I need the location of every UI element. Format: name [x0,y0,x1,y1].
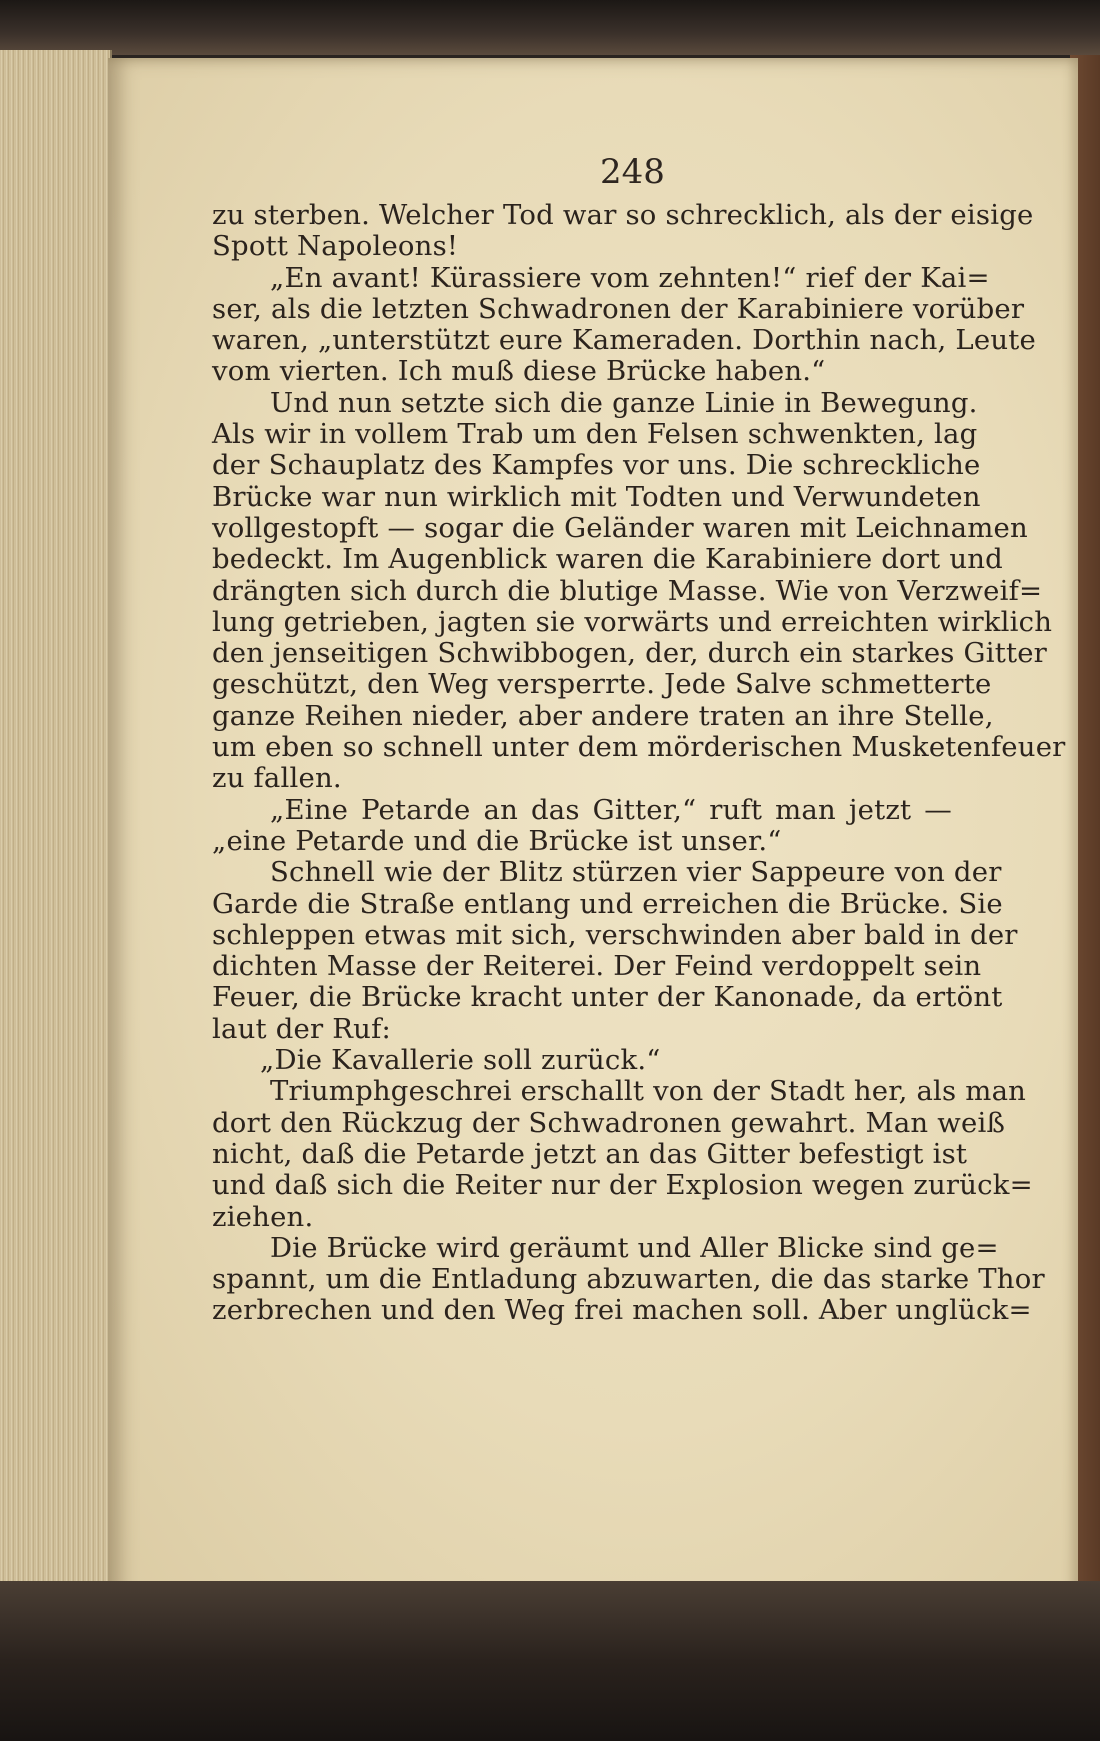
text-line: um eben so schnell unter dem mörderischen Musketenfeuer [212,731,1066,764]
text-line: nicht, daß die Petarde jetzt an das Gitter befestigt ist [212,1137,968,1170]
text-line: Feuer, die Brücke kracht unter der Kanonade, da ertönt [212,981,1003,1014]
page-stack-edge [0,50,112,1630]
text-line: „En avant! Kürassiere vom zehnten!“ rief der Kai= [270,261,990,294]
text-line: spannt, um die Entladung abzuwarten, die das starke Thor [212,1263,1045,1296]
text-line: zu sterben. Welcher Tod war so schrecklich, als der eisige [212,199,1034,231]
text-line: „Eine Petarde an das Gitter,“ ruft man jetzt — [270,793,952,826]
text-line: ganze Reihen nieder, aber andere traten an ihre Stelle, [212,699,994,732]
book-edge-top [0,0,1100,55]
text-line: Die Brücke wird geräumt und Aller Blicke sind ge= [270,1231,999,1264]
text-line: dort den Rückzug der Schwadronen gewahrt. Man weiß [212,1106,1006,1139]
text-line: lung getrieben, jagten sie vorwärts und erreichten wirklich [212,605,1053,638]
text-line: zerbrechen und den Weg frei machen soll. Aber unglück= [212,1294,1032,1327]
text-line: schleppen etwas mit sich, verschwinden aber bald in der [212,918,1018,951]
text-line: bedeckt. Im Augenblick waren die Karabiniere dort und [212,543,1003,576]
text-line: Schnell wie der Blitz stürzen vier Sappeure von der [270,856,1002,889]
text-line: Spott Napoleons! [212,230,459,263]
text-line: Garde die Straße entlang und erreichen die Brücke. Sie [212,887,1003,920]
text-line: ziehen. [212,1200,314,1233]
text-line: vollgestopft — sogar die Geländer waren mit Leichnamen [212,511,1028,544]
page-text [212,199,1066,1327]
book-edge-bottom [0,1581,1100,1741]
page-number: 248 [600,152,665,192]
text-line: waren, „unterstützt eure Kameraden. Dorthin nach, Leute [212,324,1036,357]
text-line: der Schauplatz des Kampfes vor uns. Die schreckliche [212,449,981,482]
text-line: „eine Petarde und die Brücke ist unser.“ [212,824,782,857]
text-line: dichten Masse der Reiterei. Der Feind verdoppelt sein [212,950,982,983]
text-line: drängten sich durch die blutige Masse. Wie von Verzweif= [212,574,1043,607]
text-line: „Die Kavallerie soll zurück.“ [260,1044,661,1077]
text-line: ser, als die letzten Schwadronen der Karabiniere vorüber [212,292,1025,325]
text-line: Triumphgeschrei erschallt von der Stadt her, als man [270,1075,1027,1108]
text-line: Brücke war nun wirklich mit Todten und Verwundeten [212,480,981,513]
text-line: und daß sich die Reiter nur der Explosion wegen zurück= [212,1169,1033,1202]
text-line: geschützt, den Weg versperrte. Jede Salve schmetterte [212,668,992,701]
text-line: Als wir in vollem Trab um den Felsen schwenkten, lag [212,418,978,451]
text-line: zu fallen. [212,762,342,795]
text-line: den jenseitigen Schwibbogen, der, durch ein starkes Gitter [212,637,1048,670]
text-line: vom vierten. Ich muß diese Brücke haben.“ [212,355,826,388]
text-line: laut der Ruf: [212,1012,391,1045]
text-line: Und nun setzte sich die ganze Linie in Bewegung. [270,386,978,419]
